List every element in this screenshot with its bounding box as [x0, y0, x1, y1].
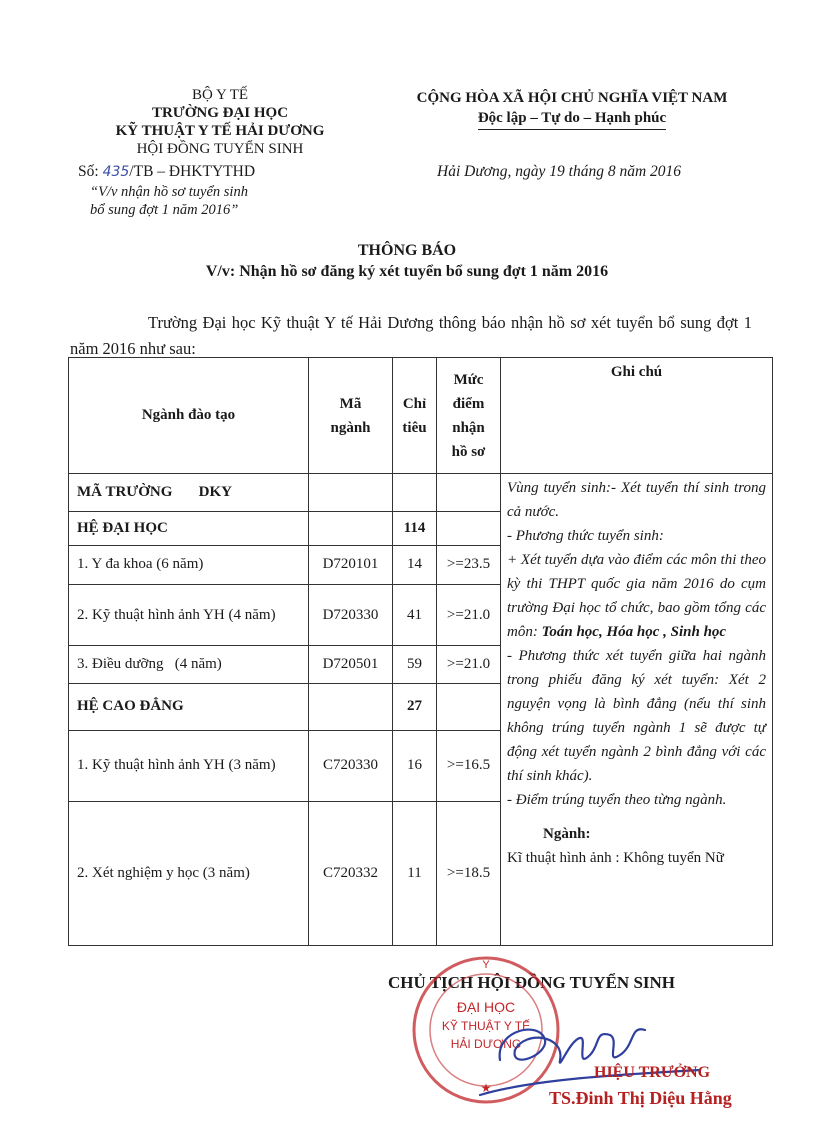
major-name: 2. Xét nghiệm y học (3 năm)	[69, 802, 309, 946]
major-quota: 11	[393, 802, 437, 946]
signer-position: HIỆU TRƯỞNG	[594, 1064, 711, 1081]
subject-line2: bổ sung đợt 1 năm 2016”	[90, 202, 239, 218]
header-chi-tieu	[393, 358, 437, 474]
note-method-heading: - Phương thức tuyển sinh:	[507, 528, 664, 545]
major-quota: 14	[393, 545, 437, 584]
empty-cell	[309, 474, 393, 512]
empty-cell	[437, 684, 501, 730]
header-ma-nganh	[309, 358, 393, 474]
header-chi-line2: tiêu	[402, 419, 427, 436]
subject-line1: “V/v nhận hồ sơ tuyển sinh	[90, 184, 248, 200]
empty-cell	[437, 512, 501, 546]
major-name: 1. Kỹ thuật hình ảnh YH (3 năm)	[69, 730, 309, 802]
ma-truong-cell	[69, 474, 309, 512]
issue-date: Hải Dương, ngày 19 tháng 8 năm 2016	[437, 163, 682, 180]
national-header	[382, 88, 762, 130]
major-score: >=21.0	[437, 584, 501, 645]
note-nganh-label: Ngành:	[543, 826, 591, 843]
major-score: >=21.0	[437, 646, 501, 684]
major-code: D720501	[309, 646, 393, 684]
major-score: >=23.5	[437, 545, 501, 584]
signature-title: CHỦ TỊCH HỘI ĐỒNG TUYỂN SINH	[388, 973, 676, 992]
header-ghi-chu: Ghi chú	[501, 358, 773, 474]
handwritten-number: 435	[102, 164, 130, 180]
table-row-ma-truong	[69, 474, 773, 512]
empty-cell	[437, 474, 501, 512]
svg-text:★: ★	[480, 1081, 492, 1095]
major-quota: 16	[393, 730, 437, 802]
he-dai-hoc-label: HỆ ĐẠI HỌC	[69, 512, 309, 546]
major-quota: 41	[393, 584, 437, 645]
header-muc-line3: nhận	[452, 419, 485, 436]
major-quota: 59	[393, 646, 437, 684]
issuer-header	[70, 86, 370, 158]
major-score: >=18.5	[437, 802, 501, 946]
ma-truong-code: DKY	[198, 484, 233, 501]
header-row	[69, 358, 773, 474]
header-chi-line1: Chỉ	[402, 395, 427, 412]
ministry-name: BỘ Y TẾ	[191, 87, 249, 103]
header-ma-line2: ngành	[330, 419, 371, 436]
note-cutoff: - Điểm trúng tuyển theo từng ngành.	[507, 792, 727, 809]
note-region: Vùng tuyển sinh:- Xét tuyển thí sinh trong cả nước.	[507, 480, 766, 521]
seal-top-letter: Y	[482, 959, 490, 971]
intro-paragraph: Trường Đại học Kỹ thuật Y tế Hải Dương thông báo nhận hồ sơ xét tuyển bổ sung đợt 1 năm 2016 như sau:	[70, 313, 752, 358]
subject-summary	[90, 183, 248, 219]
school-name-line2: KỸ THUẬT Y TẾ HẢI DƯƠNG	[115, 123, 325, 139]
empty-cell	[393, 474, 437, 512]
empty-cell	[309, 684, 393, 730]
admission-table	[68, 357, 773, 946]
header-ma-line1: Mã	[339, 395, 362, 412]
note-method-detail: + Xét tuyển dựa vào điểm các môn thi theo kỳ thi THPT quốc gia năm 2016 do cụm trường Đại học tổ chức, bao gồm tổng các môn:	[507, 552, 766, 641]
signer-name: TS.Đinh Thị Diệu Hằng	[549, 1088, 732, 1108]
ma-truong-label: MÃ TRƯỜNG	[77, 484, 173, 501]
he-cao-dang-total: 27	[393, 684, 437, 730]
he-dai-hoc-total: 114	[393, 512, 437, 546]
header-muc-diem	[437, 358, 501, 474]
notice-heading	[0, 240, 814, 282]
he-cao-dang-label: HỆ CAO ĐẲNG	[69, 684, 309, 730]
major-name: 2. Kỹ thuật hình ảnh YH (4 năm)	[69, 584, 309, 645]
major-code: C720330	[309, 730, 393, 802]
major-code: D720101	[309, 545, 393, 584]
empty-cell	[309, 512, 393, 546]
document-number	[78, 163, 255, 181]
major-name: 1. Y đa khoa (6 năm)	[69, 545, 309, 584]
seal-line2: KỸ THUẬT Y TẾ	[441, 1019, 531, 1033]
note-nganh-text: Kĩ thuật hình ảnh : Không tuyển Nữ	[507, 850, 724, 867]
notes-cell	[501, 474, 773, 946]
notice-title: THÔNG BÁO	[357, 242, 457, 259]
header-nganh: Ngành đào tạo	[69, 358, 309, 474]
major-code: D720330	[309, 584, 393, 645]
country-name: CỘNG HÒA XÃ HỘI CHỦ NGHĨA VIỆT NAM	[416, 90, 728, 106]
note-two-majors: - Phương thức xét tuyển giữa hai ngành trong phiếu đăng ký xét tuyển: Xét 2 nguyện vọng là bình đẳng (nếu thí sinh không trúng tuyển ngành 1 sẽ được tự động xét tuyển ngành 2 bình đẳng với các thí sinh khác).	[507, 648, 766, 785]
header-muc-line2: điểm	[452, 395, 485, 412]
notice-subtitle: V/v: Nhận hồ sơ đăng ký xét tuyển bổ sung đợt 1 năm 2016	[205, 263, 609, 280]
major-name: 3. Điều dưỡng (4 năm)	[69, 646, 309, 684]
note-subjects: Toán học, Hóa học , Sinh học	[541, 624, 727, 641]
major-code: C720332	[309, 802, 393, 946]
seal-line1: ĐẠI HỌC	[456, 999, 516, 1015]
number-suffix: /TB – ĐHKTYTHD	[129, 163, 256, 180]
header-muc-line4: hồ sơ	[451, 443, 486, 460]
major-score: >=16.5	[437, 730, 501, 802]
header-muc-line1: Mức	[453, 371, 484, 388]
council-name: HỘI ĐỒNG TUYỂN SINH	[136, 141, 304, 157]
seal-line3: HẢI DƯƠNG	[450, 1037, 522, 1051]
school-name-line1: TRƯỜNG ĐẠI HỌC	[151, 105, 289, 121]
number-label: Số:	[78, 163, 99, 180]
national-motto: Độc lập – Tự do – Hạnh phúc	[478, 108, 666, 130]
